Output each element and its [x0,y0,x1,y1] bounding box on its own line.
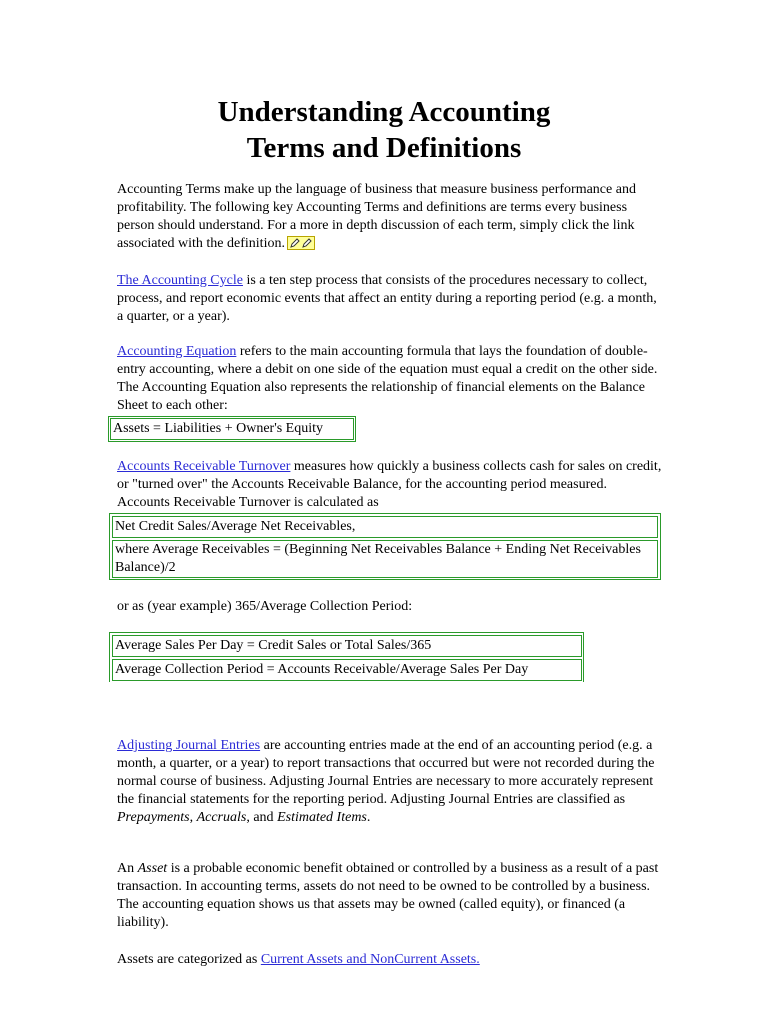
asset-categories-text: Assets are categorized as [117,952,261,967]
ar-turnover-paragraph [117,458,662,512]
prepayments-term: Prepayments [117,810,190,825]
pencil-icon-2[interactable] [301,237,313,249]
ar-formula-2: where Average Receivables = (Beginning Net Receivables Balance + Ending Net Receivables Balance)/2 [112,540,658,578]
accruals-term: Accruals [196,810,247,825]
asset-paragraph [117,860,662,932]
accounting-equation-paragraph [117,343,662,415]
ar-turnover-text: measures how quickly a business collects cash for sales on credit, or "turned over" the Accounts Receivable Balance, for the accounting period measured. Accounts Receivable Turnover is calculated as [117,459,662,510]
pencil-icon[interactable] [289,237,301,249]
separator: , [189,810,197,825]
estimated-items-term: Estimated Items [277,810,367,825]
collection-formula-group [109,632,584,682]
ar-turnover-link[interactable]: Accounts Receivable Turnover [117,459,291,474]
current-assets-link[interactable]: Current Assets and NonCurrent Assets. [260,952,480,967]
adjusting-entries-text: are accounting entries made at the end of an accounting period (e.g. a month, a quarter, or a year) to report transactions that occurred but were not recorded during the normal course of business. Adjusting Journal Entries are necessary to more accurately represent the financial statements for the reporting period. Adjusting Journal Entries are classified as [117,738,655,807]
ar-formula-4: Average Collection Period = Accounts Receivable/Average Sales Per Day [112,659,582,681]
accounting-cycle-paragraph [117,272,662,326]
ar-formula-group [109,513,661,580]
accounting-equation-link[interactable]: Accounting Equation [117,344,237,359]
separator-and: , and [246,810,278,825]
asset-categories-paragraph [117,951,662,969]
adjusting-entries-paragraph [117,737,662,827]
ar-formula-1: Net Credit Sales/Average Net Receivables, [112,516,658,538]
title-line-1: Understanding Accounting [217,96,551,128]
ar-alt-text: or as (year example) 365/Average Collection Period: [117,599,413,614]
accounting-equation-formula: Assets = Liabilities + Owner's Equity [110,418,354,440]
accounting-cycle-text: is a ten step process that consists of the procedures necessary to collect, process, and report economic events that affect an entity during a reporting period (e.g. a month, a quarter, or a year). [117,273,657,324]
page-title [0,94,768,166]
asset-term: Asset [137,861,168,876]
accounting-equation-text: refers to the main accounting formula that lays the foundation of double-entry accounting, where a debit on one side of the equation must equal a credit on the other side. The Accounting Equation also represents the relationship of financial elements on the Balance Sheet to each other: [117,344,658,413]
period: . [366,810,371,825]
intro-text: Accounting Terms make up the language of business that measure business performance and profitability. The following key Accounting Terms and definitions are terms every business person should understand. For a more in depth discussion of each term, simply click the link associated with the definition. [117,182,636,251]
edit-icons[interactable] [287,236,315,250]
adjusting-entries-link[interactable]: Adjusting Journal Entries [117,738,261,753]
intro-paragraph [117,181,662,253]
title-line-2: Terms and Definitions [246,132,522,164]
asset-an: An [117,861,138,876]
asset-text: is a probable economic benefit obtained or controlled by a business as a result of a past transaction. In accounting terms, assets do not need to be owned to be controlled by a business. The accounting equation shows us that assets may be owned (called equity), or financed (a liability). [117,861,659,930]
accounting-cycle-link[interactable]: The Accounting Cycle [117,273,243,288]
ar-formula-3: Average Sales Per Day = Credit Sales or Total Sales/365 [112,635,582,657]
